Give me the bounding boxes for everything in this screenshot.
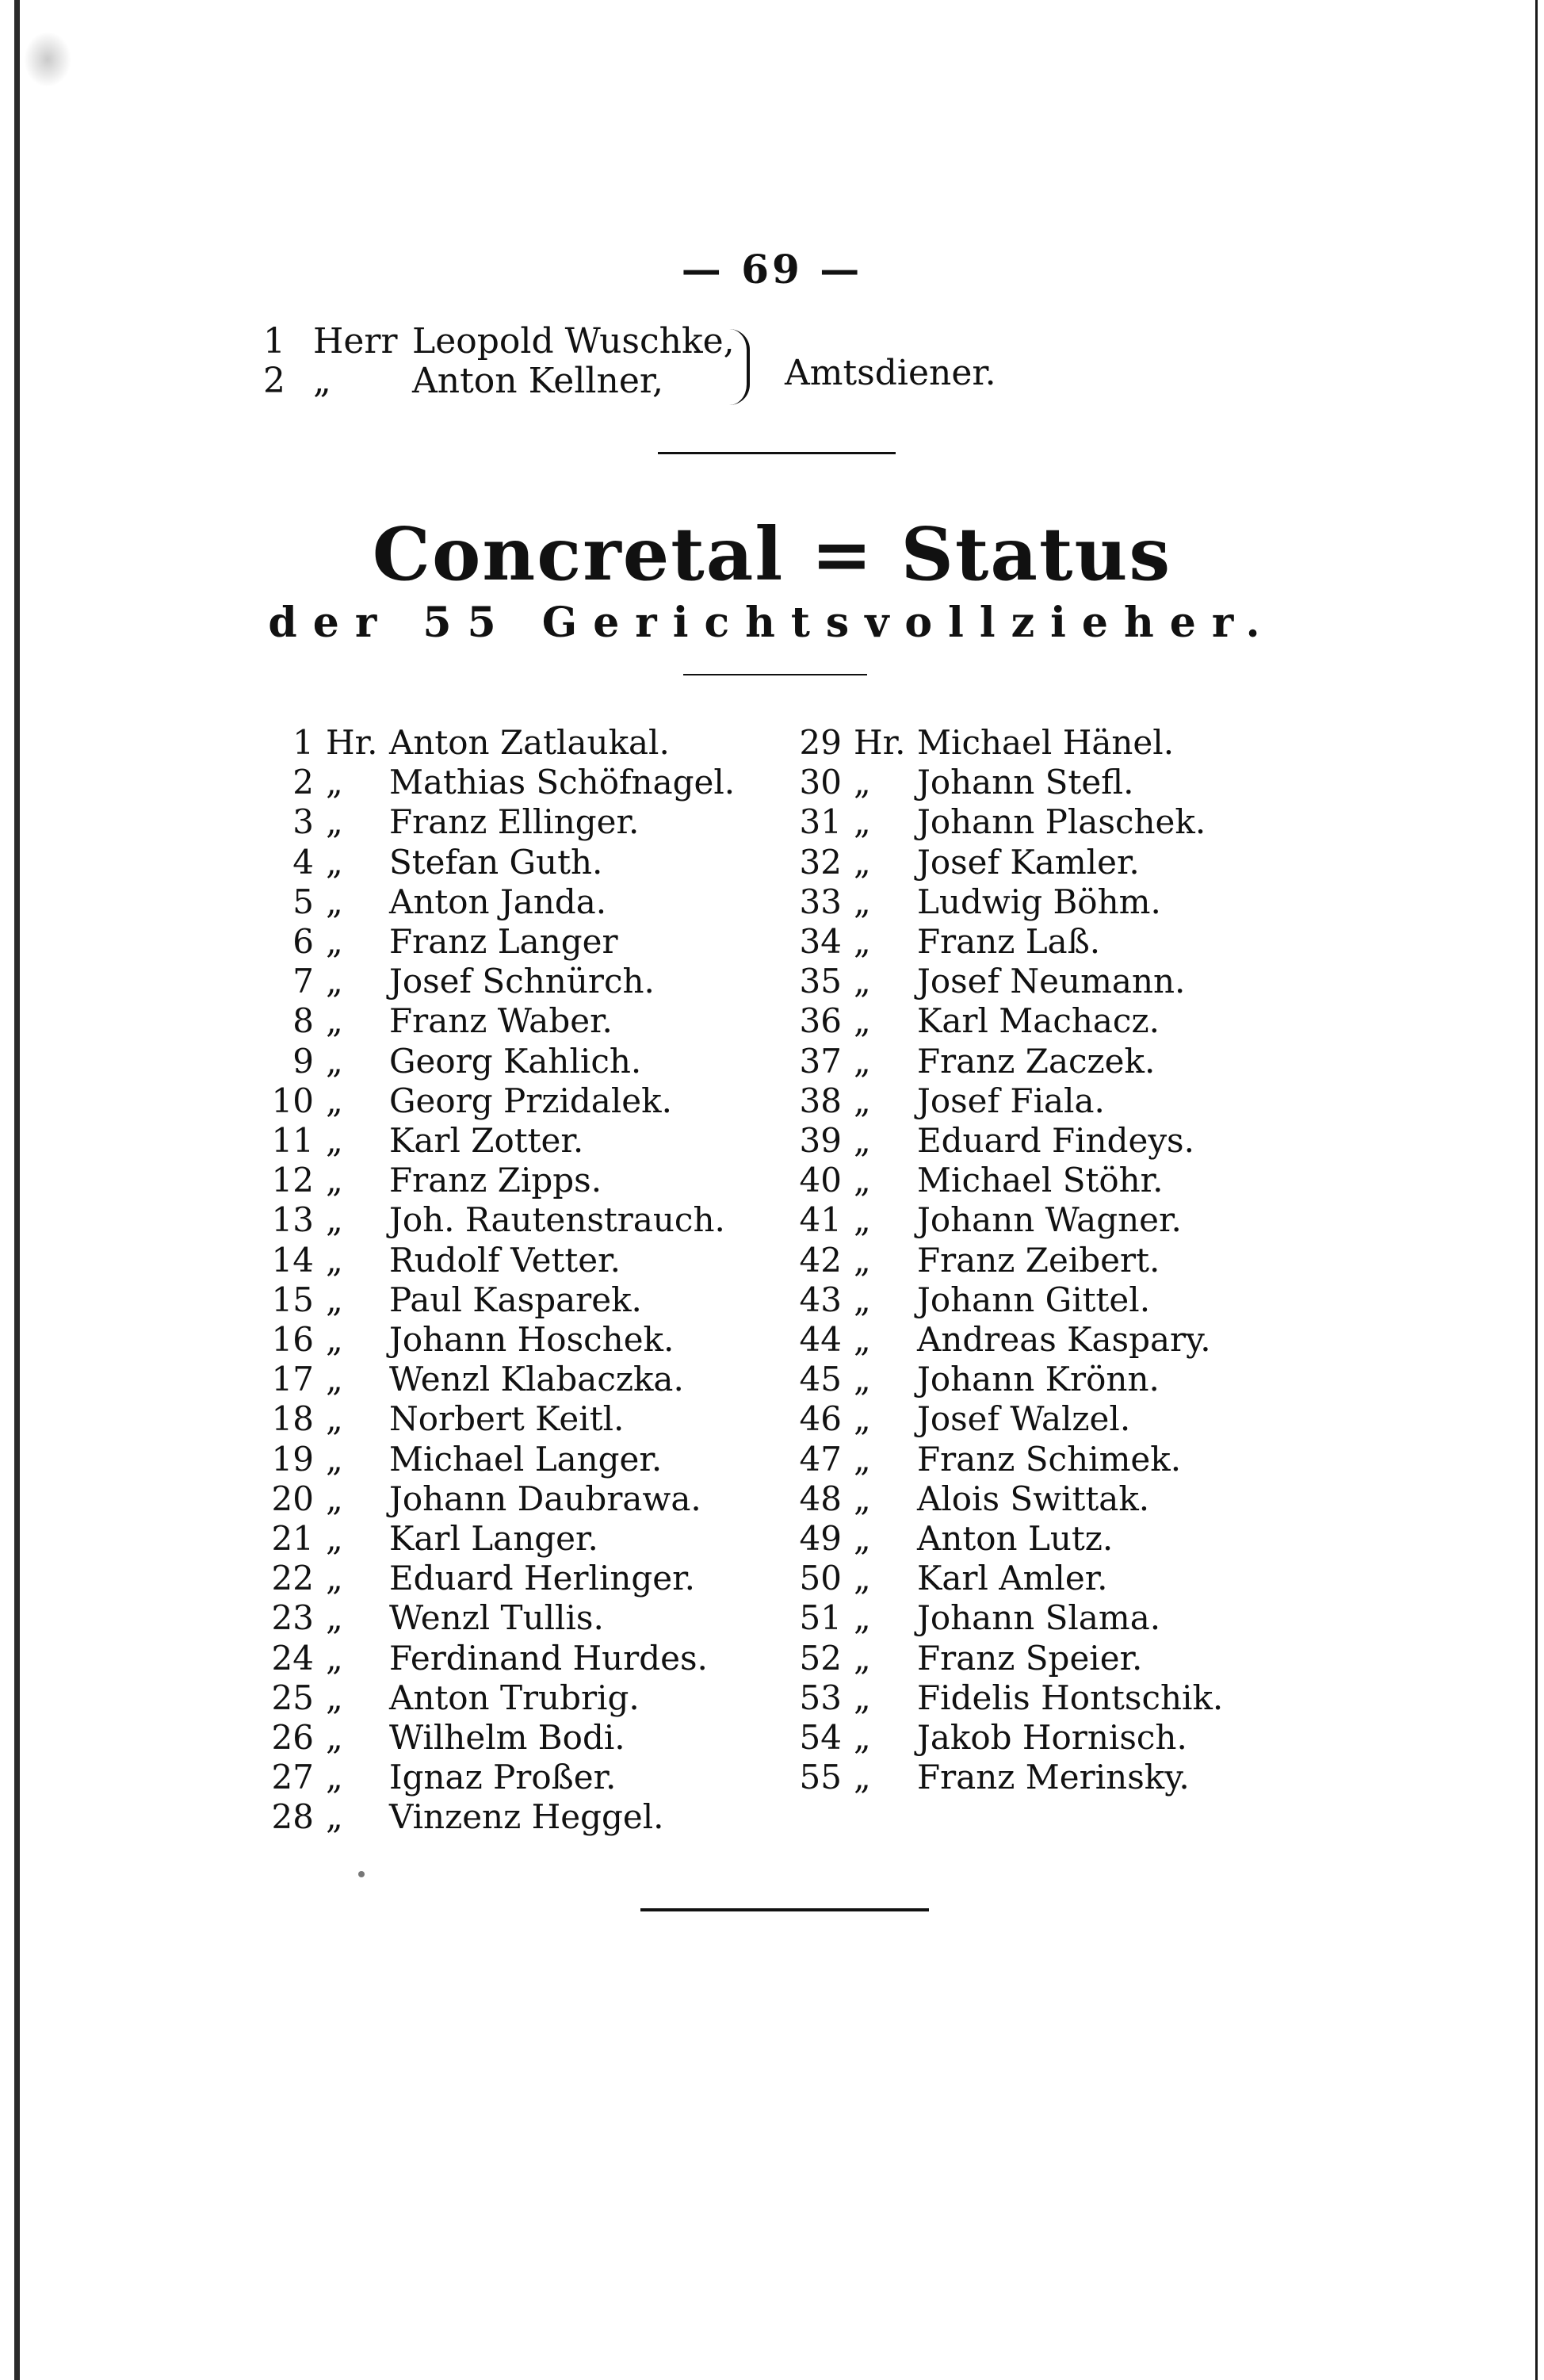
entry-title: „ <box>326 1678 343 1717</box>
entry-number: 21 <box>271 1519 314 1558</box>
entry-title: „ <box>326 1559 343 1598</box>
entry-title: „ <box>854 1399 871 1438</box>
entry-title: „ <box>326 1598 343 1637</box>
entry-name: Anton Zatlaukal. <box>389 723 670 762</box>
entry-name: Franz Langer <box>389 922 618 961</box>
divider-rule <box>683 674 867 675</box>
entry-number: 47 <box>799 1440 842 1479</box>
entry-title: „ <box>326 1320 343 1359</box>
entry-number: 27 <box>271 1758 314 1796</box>
entry-title: „ <box>854 922 871 961</box>
entry-number: 7 <box>292 962 314 1001</box>
entry-number: 34 <box>799 922 842 961</box>
entry-name: Josef Fiala. <box>917 1081 1105 1120</box>
officer-number: 1 <box>263 321 285 362</box>
entry-title: „ <box>854 1320 871 1359</box>
entry-title: „ <box>854 1678 871 1717</box>
entry-number: 28 <box>271 1797 314 1836</box>
entry-name: Joh. Rautenstrauch. <box>389 1200 725 1239</box>
entry-title: „ <box>326 1241 343 1280</box>
entry-name: Rudolf Vetter. <box>389 1241 621 1280</box>
entry-name: Anton Lutz. <box>917 1519 1114 1558</box>
entry-number: 11 <box>271 1121 314 1160</box>
officer-name: Anton Kellner, <box>412 361 664 401</box>
entry-name: Josef Walzel. <box>917 1399 1131 1438</box>
entry-number: 49 <box>799 1519 842 1558</box>
entry-title: „ <box>854 962 871 1001</box>
entry-name: Jakob Hornisch. <box>917 1718 1187 1757</box>
entry-number: 41 <box>799 1200 842 1239</box>
entry-number: 18 <box>271 1399 314 1438</box>
ink-speck <box>358 1871 365 1877</box>
entry-name: Michael Langer. <box>389 1440 663 1479</box>
entry-name: Franz Zaczek. <box>917 1042 1156 1081</box>
entry-title: „ <box>326 1758 343 1796</box>
entry-title: „ <box>854 1559 871 1598</box>
entry-title: „ <box>326 1360 343 1399</box>
entry-number: 55 <box>799 1758 842 1796</box>
entry-name: Ludwig Böhm. <box>917 882 1161 921</box>
entry-name: Josef Schnürch. <box>389 962 655 1001</box>
entry-number: 40 <box>799 1161 842 1200</box>
entry-number: 4 <box>292 843 314 882</box>
entry-number: 9 <box>292 1042 314 1081</box>
entry-number: 39 <box>799 1121 842 1160</box>
entry-number: 37 <box>799 1042 842 1081</box>
entry-name: Karl Langer. <box>389 1519 598 1558</box>
entry-name: Eduard Findeys. <box>917 1121 1194 1160</box>
entry-title: „ <box>854 1479 871 1518</box>
entry-title: „ <box>854 1001 871 1040</box>
entry-number: 38 <box>799 1081 842 1120</box>
entry-name: Johann Plaschek. <box>917 802 1206 841</box>
entry-name: Andreas Kaspary. <box>917 1320 1211 1359</box>
entry-name: Mathias Schöfnagel. <box>389 763 736 802</box>
entry-name: Franz Waber. <box>389 1001 613 1040</box>
entry-number: 44 <box>799 1320 842 1359</box>
entry-name: Fidelis Hontschik. <box>917 1678 1224 1717</box>
entry-title: „ <box>326 1519 343 1558</box>
page-number: — 69 — <box>681 246 863 293</box>
entry-title: „ <box>854 1042 871 1081</box>
entry-number: 52 <box>799 1639 842 1678</box>
page-binding-edge <box>14 0 20 2380</box>
entry-name: Johann Stefl. <box>917 763 1134 802</box>
entry-name: Alois Swittak. <box>917 1479 1150 1518</box>
entry-number: 15 <box>271 1280 314 1319</box>
entry-title: „ <box>326 1797 343 1836</box>
entry-title: „ <box>854 1121 871 1160</box>
entry-number: 33 <box>799 882 842 921</box>
entry-name: Stefan Guth. <box>389 843 603 882</box>
entry-name: Johann Daubrawa. <box>389 1479 701 1518</box>
entry-name: Ferdinand Hurdes. <box>389 1639 708 1678</box>
entry-title: „ <box>326 843 343 882</box>
entry-number: 50 <box>799 1559 842 1598</box>
entry-number: 2 <box>292 763 314 802</box>
entry-title: Hr. <box>326 723 378 762</box>
entry-number: 10 <box>271 1081 314 1120</box>
entry-name: Johann Slama. <box>917 1598 1161 1637</box>
entry-name: Wenzl Klabaczka. <box>389 1360 684 1399</box>
entry-number: 17 <box>271 1360 314 1399</box>
entry-title: „ <box>326 1001 343 1040</box>
entry-number: 6 <box>292 922 314 961</box>
entry-title: „ <box>854 1718 871 1757</box>
entry-number: 45 <box>799 1360 842 1399</box>
entry-name: Franz Zipps. <box>389 1161 602 1200</box>
entry-name: Franz Speier. <box>917 1639 1143 1678</box>
entry-name: Georg Przidalek. <box>389 1081 672 1120</box>
entry-title: „ <box>854 843 871 882</box>
entry-name: Josef Kamler. <box>917 843 1140 882</box>
entry-name: Georg Kahlich. <box>389 1042 642 1081</box>
entry-name: Johann Wagner. <box>917 1200 1182 1239</box>
entry-title: „ <box>326 1121 343 1160</box>
entry-name: Franz Zeibert. <box>917 1241 1160 1280</box>
entry-name: Franz Schimek. <box>917 1440 1182 1479</box>
entry-number: 51 <box>799 1598 842 1637</box>
grouping-brace <box>729 329 750 405</box>
entry-number: 24 <box>271 1639 314 1678</box>
officer-title: Herr <box>313 321 398 362</box>
entry-number: 20 <box>271 1479 314 1518</box>
entry-number: 1 <box>292 723 314 762</box>
entry-title: „ <box>326 1399 343 1438</box>
entry-title: „ <box>326 1440 343 1479</box>
officer-number: 2 <box>263 361 285 401</box>
entry-title: Hr. <box>854 723 906 762</box>
section-subtitle: der 55 Gerichtsvollzieher. <box>268 599 1276 647</box>
entry-title: „ <box>854 1519 871 1558</box>
entry-number: 8 <box>292 1001 314 1040</box>
officers-role: Amtsdiener. <box>785 353 996 393</box>
entry-number: 43 <box>799 1280 842 1319</box>
entry-title: „ <box>326 922 343 961</box>
entry-title: „ <box>854 802 871 841</box>
entry-name: Anton Janda. <box>389 882 607 921</box>
entry-title: „ <box>854 1280 871 1319</box>
entry-name: Vinzenz Heggel. <box>389 1797 664 1836</box>
entry-name: Ignaz Proßer. <box>389 1758 617 1796</box>
entry-name: Franz Laß. <box>917 922 1101 961</box>
entry-number: 16 <box>271 1320 314 1359</box>
entry-number: 30 <box>799 763 842 802</box>
entry-name: Karl Machacz. <box>917 1001 1160 1040</box>
entry-number: 22 <box>271 1559 314 1598</box>
entry-name: Johann Krönn. <box>917 1360 1160 1399</box>
entry-title: „ <box>326 1161 343 1200</box>
entry-name: Franz Ellinger. <box>389 802 640 841</box>
entry-title: „ <box>854 1598 871 1637</box>
entry-name: Karl Amler. <box>917 1559 1108 1598</box>
entry-name: Anton Trubrig. <box>389 1678 640 1717</box>
entry-title: „ <box>326 1280 343 1319</box>
entry-title: „ <box>326 882 343 921</box>
entry-number: 19 <box>271 1440 314 1479</box>
entry-title: „ <box>854 882 871 921</box>
section-title: Concretal = Status <box>372 511 1172 597</box>
entry-name: Wenzl Tullis. <box>389 1598 604 1637</box>
entry-title: „ <box>854 1758 871 1796</box>
entry-title: „ <box>854 1639 871 1678</box>
entry-number: 35 <box>799 962 842 1001</box>
entry-title: „ <box>326 1639 343 1678</box>
entry-number: 13 <box>271 1200 314 1239</box>
entry-name: Norbert Keitl. <box>389 1399 625 1438</box>
entry-number: 12 <box>271 1161 314 1200</box>
entry-number: 36 <box>799 1001 842 1040</box>
entry-title: „ <box>326 1200 343 1239</box>
entry-number: 3 <box>292 802 314 841</box>
entry-name: Johann Hoschek. <box>389 1320 675 1359</box>
entry-title: „ <box>326 802 343 841</box>
entry-name: Eduard Herlinger. <box>389 1559 695 1598</box>
entry-number: 48 <box>799 1479 842 1518</box>
entry-number: 14 <box>271 1241 314 1280</box>
entry-name: Paul Kasparek. <box>389 1280 642 1319</box>
entry-name: Franz Merinsky. <box>917 1758 1190 1796</box>
entry-number: 25 <box>271 1678 314 1717</box>
entry-title: „ <box>326 962 343 1001</box>
entry-title: „ <box>854 1081 871 1120</box>
officer-title: „ <box>313 361 331 401</box>
entry-number: 23 <box>271 1598 314 1637</box>
entry-number: 26 <box>271 1718 314 1757</box>
entry-number: 29 <box>799 723 842 762</box>
entry-number: 5 <box>292 882 314 921</box>
entry-name: Michael Hänel. <box>917 723 1175 762</box>
page-right-edge <box>1535 0 1538 2380</box>
entry-title: „ <box>326 1042 343 1081</box>
closing-rule <box>640 1908 929 1911</box>
entry-name: Michael Stöhr. <box>917 1161 1164 1200</box>
entry-title: „ <box>326 1081 343 1120</box>
entry-title: „ <box>854 763 871 802</box>
entry-title: „ <box>326 1718 343 1757</box>
entry-title: „ <box>854 1440 871 1479</box>
entry-name: Josef Neumann. <box>917 962 1186 1001</box>
entry-title: „ <box>854 1200 871 1239</box>
entry-number: 42 <box>799 1241 842 1280</box>
entry-name: Karl Zotter. <box>389 1121 584 1160</box>
entry-number: 53 <box>799 1678 842 1717</box>
divider-rule <box>658 452 896 454</box>
entry-number: 32 <box>799 843 842 882</box>
entry-title: „ <box>326 763 343 802</box>
entry-name: Wilhelm Bodi. <box>389 1718 625 1757</box>
paper-stain <box>24 32 71 87</box>
entry-title: „ <box>854 1161 871 1200</box>
entry-title: „ <box>326 1479 343 1518</box>
entry-number: 54 <box>799 1718 842 1757</box>
entry-name: Johann Gittel. <box>917 1280 1151 1319</box>
entry-title: „ <box>854 1360 871 1399</box>
entry-number: 31 <box>799 802 842 841</box>
entry-number: 46 <box>799 1399 842 1438</box>
officer-name: Leopold Wuschke, <box>412 321 735 362</box>
entry-title: „ <box>854 1241 871 1280</box>
